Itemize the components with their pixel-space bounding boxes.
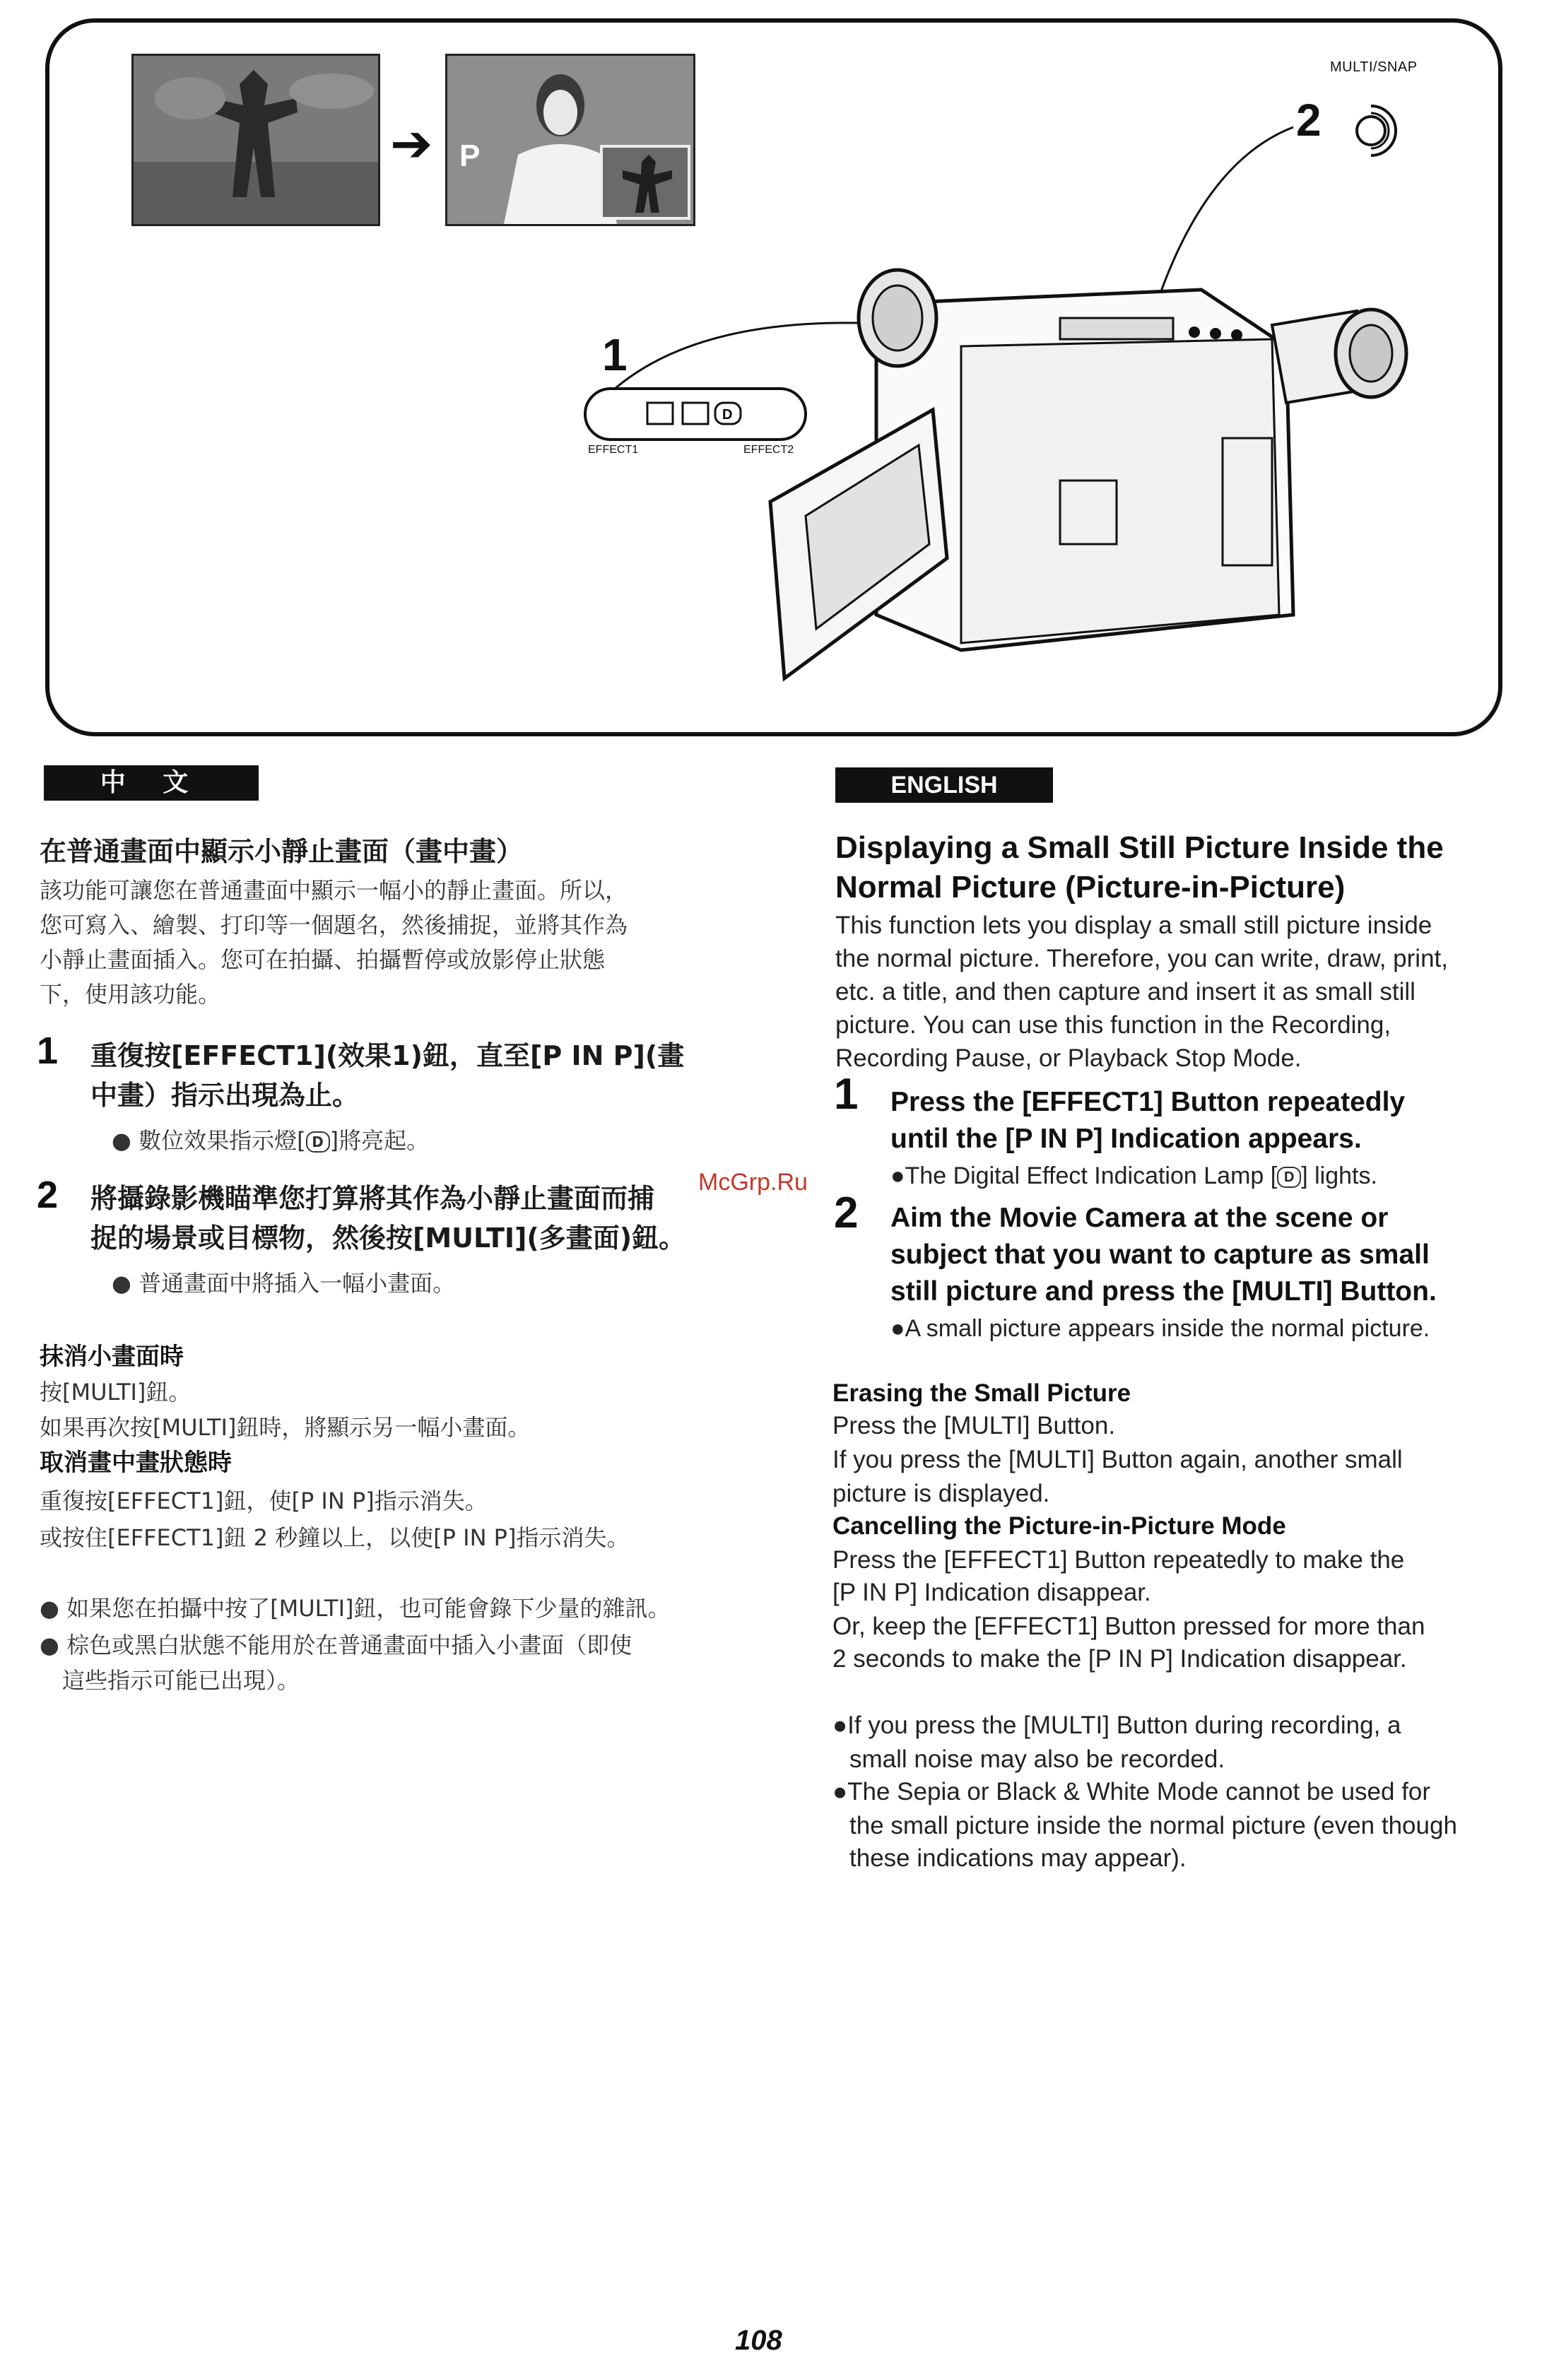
- zh-step2-number: 2: [37, 1174, 59, 1216]
- scene-photo: [131, 54, 380, 226]
- digital-effect-lamp-icon: D: [306, 1131, 330, 1153]
- en-intro-line: Recording Pause, or Playback Stop Mode.: [835, 1044, 1302, 1072]
- zh-cancel-line: 或按住[EFFECT1]鈕 2 秒鐘以上，以使[P IN P]指示消失。: [40, 1524, 630, 1551]
- zh-intro-line: 下，使用該功能。: [40, 981, 221, 1008]
- zh-intro-line: 小靜止畫面插入。您可在拍攝、拍攝暫停或放影停止狀態: [40, 946, 606, 973]
- zh-step1-note: ● 數位效果指示燈[ D ]將亮起。: [112, 1127, 430, 1154]
- zh-step2-note: ● 普通畫面中將插入一幅小畫面。: [112, 1270, 456, 1297]
- en-step1-line: until the [P IN P] Indication appears.: [890, 1124, 1362, 1154]
- effect2-label: EFFECT2: [743, 444, 794, 456]
- en-intro-line: This function lets you display a small still picture inside: [835, 912, 1432, 939]
- en-step1-note: ●The Digital Effect Indication Lamp [ D ] lights.: [890, 1162, 1377, 1189]
- zh-note: ● 如果您在拍攝中按了[MULTI]鈕，也可能會錄下少量的雜訊。: [40, 1595, 671, 1622]
- svg-text:D: D: [722, 407, 733, 423]
- zh-step1-line: 中畫）指示出現為止。: [90, 1080, 360, 1111]
- en-intro-line: etc. a title, and then capture and insert it as small still: [835, 978, 1416, 1006]
- page-number: 108: [735, 2325, 782, 2356]
- zh-cancel-heading: 取消畫中畫狀態時: [40, 1449, 232, 1477]
- chinese-section-label: 中 文: [44, 765, 259, 801]
- zh-step1-line: 重復按[EFFECT1](效果1)鈕，直至[P IN P](畫: [90, 1040, 685, 1071]
- en-step2-line: still picture and press the [MULTI] Button.: [890, 1276, 1437, 1307]
- en-step2-note: ●A small picture appears inside the normal picture.: [890, 1315, 1430, 1342]
- effect-switch-icon: [584, 387, 807, 441]
- en-cancel-line: [P IN P] Indication disappear.: [832, 1579, 1151, 1606]
- en-erase-line: Press the [MULTI] Button.: [832, 1412, 1116, 1439]
- en-erase-line: picture is displayed.: [832, 1480, 1050, 1507]
- en-step1-number: 1: [834, 1070, 859, 1119]
- en-title-line: Displaying a Small Still Picture Inside the: [835, 830, 1444, 865]
- zh-intro: [40, 873, 718, 1012]
- zh-step2-line: 捉的場景或目標物，然後按[MULTI](多畫面)鈕。: [90, 1223, 686, 1254]
- zh-erase-heading: 抹消小畫面時: [40, 1343, 184, 1371]
- zh-intro-line: 該功能可讓您在普通畫面中顯示一幅小的靜止畫面。所以，: [40, 877, 628, 904]
- en-erase-line: If you press the [MULTI] Button again, another small: [832, 1446, 1403, 1473]
- en-erase-heading: Erasing the Small Picture: [832, 1379, 1131, 1407]
- zh-erase-line: 如果再次按[MULTI]鈕時，將顯示另一幅小畫面。: [40, 1414, 531, 1441]
- en-step2-line: Aim the Movie Camera at the scene or: [890, 1203, 1389, 1233]
- zh-intro-line: 您可寫入、繪製、打印等一個題名，然後捕捉，並將其作為: [40, 912, 628, 938]
- zh-erase-line: 按[MULTI]鈕。: [40, 1379, 192, 1406]
- scarecrow-figure: [134, 56, 378, 224]
- en-intro-line: the normal picture. Therefore, you can write, draw, print,: [835, 945, 1448, 972]
- multisnap-label: MULTI/SNAP: [1330, 59, 1418, 75]
- pip-indicator-label: P: [459, 139, 481, 173]
- en-note-bullet: ●The Sepia or Black & White Mode cannot be used for: [832, 1778, 1431, 1805]
- en-cancel-heading: Cancelling the Picture-in-Picture Mode: [832, 1512, 1286, 1540]
- effect1-label: EFFECT1: [588, 444, 639, 456]
- zh-cancel-line: 重復按[EFFECT1]鈕，使[P IN P]指示消失。: [40, 1488, 488, 1514]
- en-step2-number: 2: [834, 1189, 859, 1237]
- zh-step2-line: 將攝錄影機瞄準您打算將其作為小靜止畫面而捕: [90, 1183, 655, 1214]
- zh-note: ● 棕色或黑白狀態不能用於在普通畫面中插入小畫面（即使: [40, 1632, 632, 1659]
- zh-step1-text: [90, 1036, 769, 1115]
- en-step1-line: Press the [EFFECT1] Button repeatedly: [890, 1087, 1406, 1117]
- en-note-bullet-cont: small noise may also be recorded.: [849, 1745, 1225, 1773]
- en-note-bullet: ●If you press the [MULTI] Button during recording, a: [832, 1712, 1401, 1739]
- en-cancel-line: Or, keep the [EFFECT1] Button pressed for more than: [832, 1613, 1425, 1640]
- en-intro-line: picture. You can use this function in the Recording,: [835, 1011, 1391, 1039]
- zh-step2-text: [90, 1179, 769, 1258]
- watermark: McGrp.Ru: [698, 1169, 808, 1196]
- callout-1: 1: [602, 329, 628, 380]
- arrow-right-icon: ➔: [390, 116, 433, 172]
- en-step2-text: [890, 1200, 1512, 1310]
- en-note-bullet-cont: the small picture inside the normal picture (even though: [849, 1812, 1457, 1839]
- en-intro: [835, 909, 1514, 1075]
- en-section-title: [835, 828, 1514, 907]
- en-note-bullet-cont: these indications may appear).: [849, 1844, 1187, 1872]
- en-step2-line: subject that you want to capture as small: [890, 1239, 1430, 1270]
- zh-section-title: 在普通畫面中顯示小靜止畫面（畫中畫）: [40, 836, 524, 867]
- zh-note: 這些指示可能已出現）。: [40, 1667, 300, 1694]
- en-cancel-line: 2 seconds to make the [P IN P] Indication disappear.: [832, 1645, 1407, 1673]
- en-step1-text: [890, 1084, 1512, 1157]
- english-section-label: ENGLISH: [835, 767, 1053, 803]
- digital-effect-lamp-icon: D: [1277, 1167, 1301, 1188]
- en-title-line: Normal Picture (Picture-in-Picture): [835, 870, 1346, 905]
- en-cancel-line: Press the [EFFECT1] Button repeatedly to make the: [832, 1546, 1405, 1574]
- zh-step1-number: 1: [37, 1030, 59, 1072]
- callout-2: 2: [1296, 95, 1322, 146]
